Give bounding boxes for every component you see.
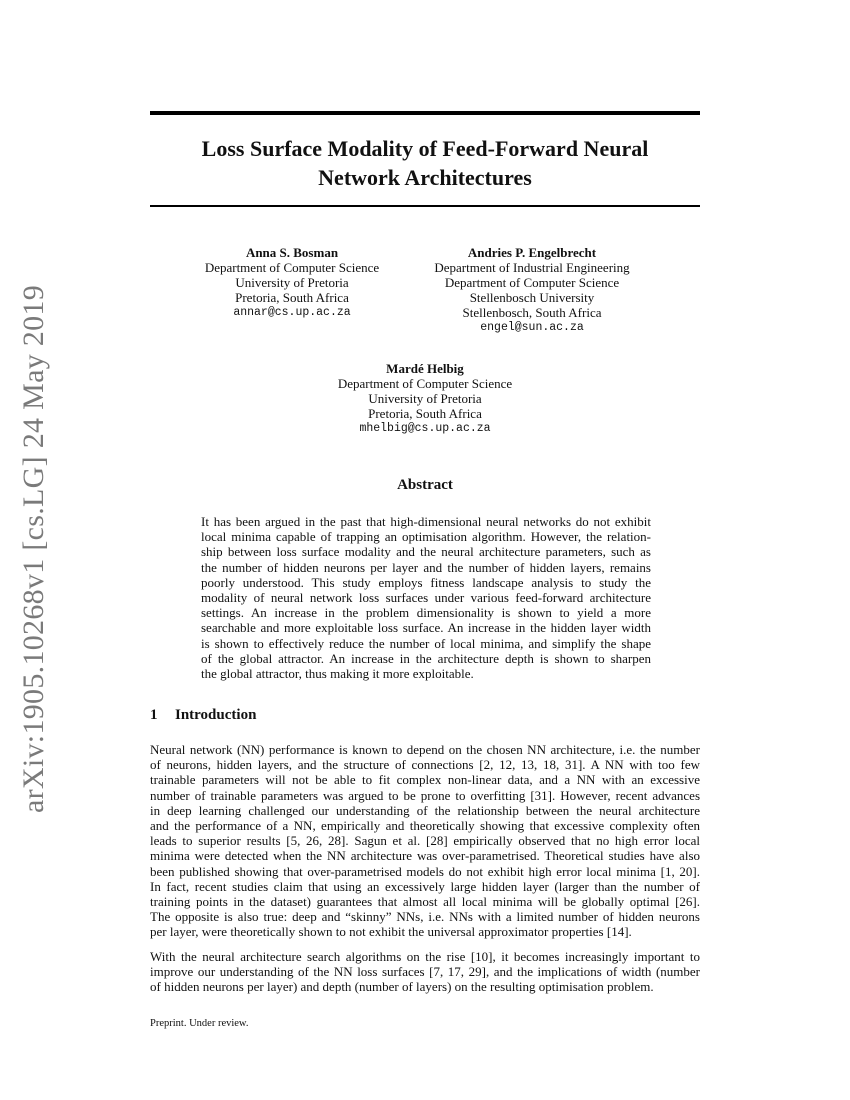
author-affiliation-line: Stellenbosch, South Africa (462, 305, 602, 320)
author-affiliation-line: Department of Computer Science (444, 275, 620, 290)
paragraph-line: Neural network (NN) performance is known to depend on the chosen NN architecture, i.e. the number (150, 742, 700, 757)
preprint-footer: Preprint. Under review. (150, 1018, 249, 1029)
author-email: mhelbig@cs.up.ac.za (359, 422, 491, 435)
title-line: Network Architectures (318, 165, 532, 190)
abstract-line: the number of hidden neurons per layer and the number of hidden layers, remains (201, 559, 651, 575)
author-name: Anna S. Bosman (245, 245, 339, 260)
paragraph-line: trainable parameters will not be able to fit complex non-linear data, and a NN with an excessive (150, 772, 700, 788)
abstract-line: the global attractor, thus making it more exploitable. (201, 666, 474, 682)
author-affiliation-line: Department of Computer Science (204, 260, 380, 275)
abstract-line: It has been argued in the past that high-dimensional neural networks do not exhibit (201, 514, 651, 529)
title-line: Loss Surface Modality of Feed-Forward Neural (201, 136, 649, 161)
author-block (325, 361, 525, 436)
author-name: Andries P. Engelbrecht (467, 245, 597, 260)
paragraph-line: leads to superior results [5, 26, 28]. Sagun et al. [28] empirically observed that no high error local (150, 833, 700, 849)
abstract-line: ship between loss surface modality and the neural architecture parameters, such as (201, 544, 651, 560)
paragraph-line: The opposite is also true: deep and “skinny” NNs, i.e. NNs with a limited number of hidden neurons (150, 909, 700, 925)
author-affiliation-line: Stellenbosch University (469, 290, 595, 305)
abstract-heading: Abstract (397, 477, 453, 493)
author-affiliation-line: Department of Computer Science (337, 376, 513, 391)
paragraph-line: In fact, recent studies claim that using an excessively large hidden layer (larger than the number of (150, 878, 700, 894)
author-block (432, 245, 632, 335)
abstract-line: poorly understood. This study employs fitness landscape analysis to study the (201, 574, 651, 590)
paragraph-line: training points in the dataset) guarantees that almost all local minima will be globally optimal [26]. (150, 894, 700, 910)
abstract-line: is shown to effectively reduce the number of local minima, and simplify the shape (201, 635, 651, 651)
abstract-line: modality of neural network loss surfaces under various feed-forward architecture (201, 590, 651, 606)
author-block (192, 245, 392, 320)
paper-title (150, 134, 700, 192)
paragraph-line: number of trainable parameters was argued to be prone to overfitting [31]. However, recent advances (150, 787, 700, 803)
section-number: 1 (150, 707, 158, 723)
body-paragraph (150, 949, 700, 995)
paragraph-line: and the performance of a NN, empirically and theoretically showing that excessive complexity often (150, 818, 700, 834)
title-top-rule (150, 111, 700, 115)
paragraph-line: per layer, were theoretically shown to not exhibit the universal approximator properties [14]. (150, 924, 632, 940)
abstract-line: local minima capable of trapping an optimisation algorithm. However, the relation- (201, 529, 651, 545)
paragraph-line: been published showing that over-parametrised models do not exhibit high error local minima [1, 20]. (150, 863, 700, 879)
abstract-line: of the global attractor. An increase in the architecture depth is shown to sharpen (201, 650, 651, 666)
title-bottom-rule (150, 205, 700, 207)
author-affiliation-line: Department of Industrial Engineering (434, 260, 630, 275)
abstract-line: searchable and more exploitable loss surface. An increase in the hidden layer width (201, 620, 651, 636)
author-affiliation-line: University of Pretoria (235, 275, 349, 290)
author-affiliation-line: University of Pretoria (368, 391, 482, 406)
paragraph-line: of neurons, hidden layers, and the structure of connections [2, 12, 13, 18, 31]. A NN with too few (150, 757, 700, 773)
paragraph-line: of hidden neurons per layer) and depth (number of layers) on the resulting optimisation problem. (150, 979, 654, 995)
author-affiliation-line: Pretoria, South Africa (235, 290, 349, 305)
abstract-line: settings. An increase in the problem dimensionality is shown to yield a more (201, 605, 651, 621)
author-email: annar@cs.up.ac.za (233, 306, 351, 319)
body-paragraph (150, 742, 700, 940)
paragraph-line: With the neural architecture search algorithms on the rise [10], it becomes increasingly important to (150, 949, 700, 964)
author-affiliation-line: Pretoria, South Africa (368, 406, 482, 421)
arxiv-identifier-text: arXiv:1905.10268v1 [cs.LG] 24 May 2019 (17, 285, 50, 813)
arxiv-identifier (14, 284, 54, 814)
author-name: Mardé Helbig (386, 361, 464, 376)
abstract-body (201, 514, 651, 681)
paragraph-line: minima were detected when the NN architecture was over-parametrised. Theoretical studies have also (150, 848, 700, 864)
section-heading (150, 707, 256, 724)
author-email: engel@sun.ac.za (480, 321, 584, 334)
paragraph-line: in deep learning challenged our understanding of the relationship between the neural architecture (150, 802, 700, 818)
paragraph-line: improve our understanding of the NN loss surfaces [7, 17, 29], and the implications of width (number (150, 964, 700, 980)
section-title: Introduction (175, 707, 257, 723)
